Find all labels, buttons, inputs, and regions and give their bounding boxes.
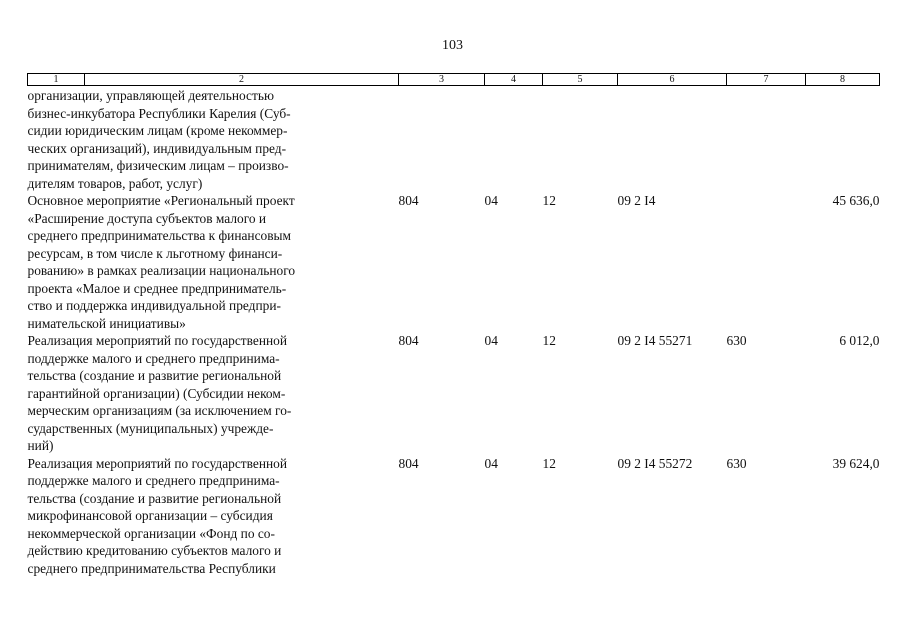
row-name-line: проекта «Малое и среднее предприниматель- (27, 280, 287, 296)
row-expense-type: 630 (726, 333, 747, 348)
row-name-line: микрофинансовой организации – субсидия (27, 508, 273, 523)
row-name-line: некоммерческой организации «Фонд по со- (27, 525, 275, 541)
column-header-5: 5 (543, 74, 618, 86)
row-name-line: гарантийной организации) (Субсидии неком- (27, 385, 286, 401)
row-subsection-code (543, 86, 618, 193)
table-row (28, 455, 880, 578)
page-number: 103 (442, 38, 463, 53)
row-name-line: среднего предпринимательства Республики (27, 560, 276, 576)
row-name-line: «Расширение доступа субъектов малого и (27, 210, 267, 226)
row-amount (806, 86, 880, 193)
column-number-header (28, 74, 880, 86)
row-name-line: действию кредитованию субъектов малого и (27, 543, 282, 558)
column-header-2: 2 (85, 74, 399, 86)
row-name-line: организации, управляющей деятельностью (27, 88, 274, 103)
row-expense-type: 630 (726, 455, 747, 471)
row-name-line: бизнес-инкубатора Республики Карелия (Суб- (27, 105, 291, 121)
row-name-line: Реализация мероприятий по государственной (27, 333, 288, 348)
row-section-code: 04 (484, 455, 498, 471)
row-name-line: сидии юридическим лицам (кроме некоммер- (27, 123, 288, 138)
budget-table (27, 73, 880, 577)
row-ministry-code: 804 (398, 455, 419, 471)
row-name-line: принимателям, физическим лицам – произво- (27, 158, 289, 173)
row-name (28, 332, 399, 455)
row-ministry-code (399, 86, 485, 193)
row-expense-type (727, 86, 806, 193)
row-target-article: 09 2 I4 55271 (617, 333, 693, 348)
row-amount: 45 636,0 (832, 193, 880, 208)
row-name-line: ний) (27, 438, 54, 453)
row-name (28, 192, 399, 332)
column-header-8: 8 (806, 74, 880, 86)
row-name-line: рованию» в рамках реализации национального (27, 263, 296, 278)
row-ministry-code: 804 (398, 193, 419, 208)
column-header-4: 4 (485, 74, 543, 86)
row-amount: 6 012,0 (839, 333, 880, 348)
table-row (28, 192, 880, 332)
row-name-line: поддержке малого и среднего предпринима- (27, 350, 280, 366)
row-name-line: тельства (создание и развитие региональной (27, 490, 282, 506)
row-subsection-code: 12 (542, 333, 556, 348)
row-section-code: 04 (484, 193, 498, 208)
row-name-line: дителям товаров, работ, услуг) (27, 175, 203, 191)
table-row (28, 86, 880, 193)
row-name-line: ческих организаций), индивидуальным пред- (27, 140, 287, 156)
row-name-line: поддержке малого и среднего предпринима- (27, 473, 280, 488)
column-header-6: 6 (618, 74, 727, 86)
row-section-code: 04 (484, 333, 498, 348)
column-header-1: 1 (28, 74, 85, 86)
row-name-line: Основное мероприятие «Региональный проект (27, 193, 295, 208)
row-name-line: нимательской инициативы» (27, 315, 186, 331)
row-expense-type (727, 192, 806, 332)
row-section-code (485, 86, 543, 193)
table-row (28, 332, 880, 455)
row-name-line: тельства (создание и развитие региональной (27, 368, 282, 383)
column-header-3: 3 (399, 74, 485, 86)
row-subsection-code: 12 (542, 455, 556, 471)
row-ministry-code: 804 (398, 333, 419, 348)
row-name (28, 86, 399, 193)
row-target-article: 09 2 I4 (617, 193, 656, 208)
row-name (28, 455, 399, 578)
row-name-line: Реализация мероприятий по государственной (27, 455, 288, 471)
row-name-line: ство и поддержка индивидуальной предпри- (27, 298, 281, 313)
row-target-article (618, 86, 727, 193)
row-subsection-code: 12 (542, 193, 556, 208)
row-amount: 39 624,0 (832, 455, 880, 471)
row-name-line: ресурсам, в том числе к льготному финанси- (27, 245, 283, 261)
row-name-line: сударственных (муниципальных) учрежде- (27, 420, 274, 436)
column-header-7: 7 (727, 74, 806, 86)
row-target-article: 09 2 I4 55272 (617, 455, 693, 471)
row-name-line: среднего предпринимательства к финансовым (27, 228, 292, 243)
row-name-line: мерческим организациям (за исключением го- (27, 403, 292, 418)
